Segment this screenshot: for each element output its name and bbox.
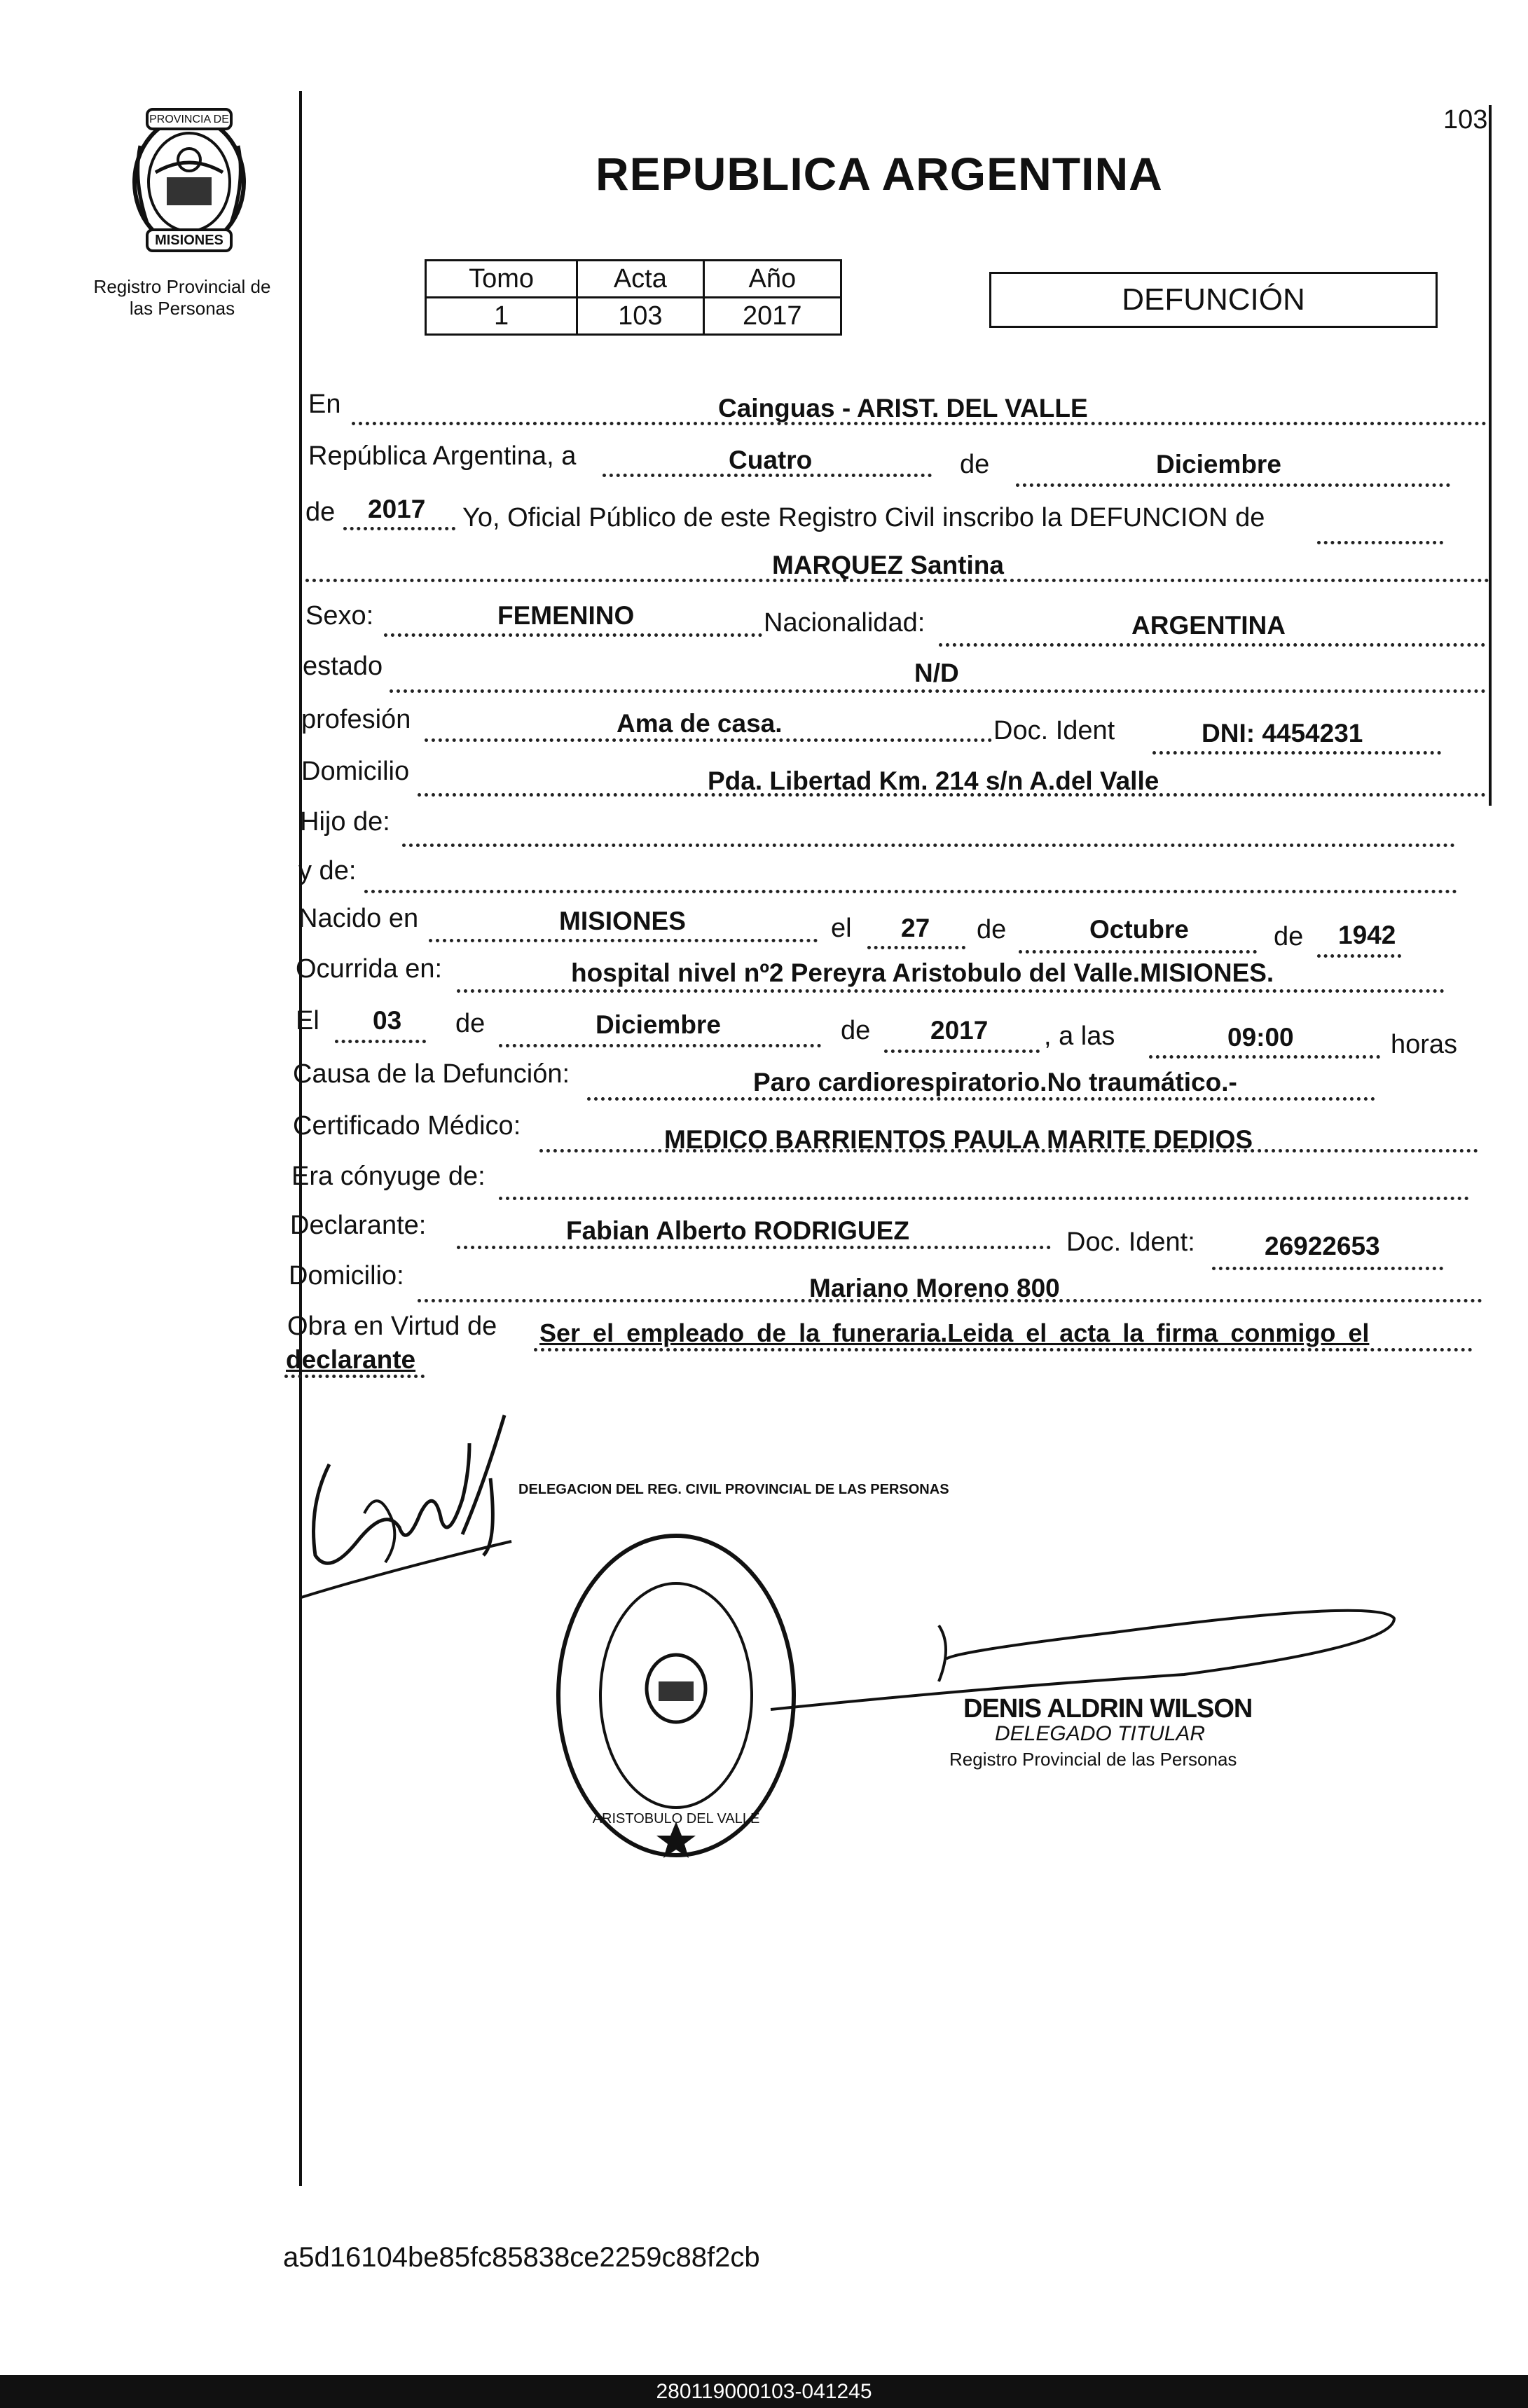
fall-anio-value: 2017 xyxy=(930,1016,989,1045)
decl-domicilio-label: Domicilio: xyxy=(289,1261,404,1291)
right-margin-line xyxy=(1489,105,1492,806)
document-type-box: DEFUNCIÓN xyxy=(989,272,1438,328)
obra-label: Obra en Virtud de xyxy=(287,1312,497,1341)
nacido-value: MISIONES xyxy=(559,907,686,935)
nacionalidad-value: ARGENTINA xyxy=(1131,611,1286,640)
registry-line-2: las Personas xyxy=(129,298,235,319)
official-role: DELEGADO TITULAR xyxy=(995,1722,1206,1745)
sexo-value: FEMENINO xyxy=(497,601,635,630)
fall-dia-value: 03 xyxy=(373,1006,402,1035)
anio-header: Año xyxy=(703,261,841,298)
seal-inner-text: ARISTOBULO DEL VALLE xyxy=(592,1811,760,1826)
acta-value: 103 xyxy=(577,298,704,335)
conyuge-label: Era cónyuge de: xyxy=(291,1162,486,1191)
ocurrida-value: hospital nivel nº2 Pereyra Aristobulo del Valle.MISIONES. xyxy=(571,958,1274,987)
el-label: el xyxy=(831,914,852,943)
table-header-row xyxy=(426,261,841,298)
decl-doc-label: Doc. Ident: xyxy=(1066,1227,1195,1257)
fall-de-label: de xyxy=(455,1009,486,1038)
acta-header: Acta xyxy=(577,261,704,298)
domicilio-value: Pda. Libertad Km. 214 s/n A.del Valle xyxy=(708,766,1159,795)
profesion-value: Ama de casa. xyxy=(617,709,783,738)
declarante-value: Fabian Alberto RODRIGUEZ xyxy=(566,1216,909,1245)
hora-value: 09:00 xyxy=(1227,1023,1294,1052)
page-number: 103 xyxy=(1443,105,1488,135)
fall-mes-value: Diciembre xyxy=(596,1010,721,1039)
doc-ident-value: DNI: 4454231 xyxy=(1202,719,1363,748)
certificado-value: MEDICO BARRIENTOS PAULA MARITE DEDIOS xyxy=(664,1125,1253,1154)
document-hash: a5d16104be85fc85838ce2259c88f2cb xyxy=(283,2242,760,2273)
anio-inscripcion-value: 2017 xyxy=(368,495,426,523)
yde-label: y de: xyxy=(298,856,357,886)
official-org: Registro Provincial de las Personas xyxy=(949,1749,1237,1770)
declarant-signature xyxy=(287,1401,525,1625)
decl-domicilio-value: Mariano Moreno 800 xyxy=(809,1274,1060,1302)
en-label: En xyxy=(308,390,341,419)
causa-label: Causa de la Defunción: xyxy=(293,1059,570,1089)
registry-line-1: Registro Provincial de xyxy=(93,276,271,297)
sexo-label: Sexo: xyxy=(305,601,374,631)
nac-de2-label: de xyxy=(1274,922,1304,951)
profesion-label: profesión xyxy=(301,705,411,734)
footer-code: 280119000103-041245 xyxy=(656,2380,872,2403)
signature-scribble-icon xyxy=(287,1401,525,1625)
obra-value-line1: Ser el empleado de la funeraria.Leida el acta la firma conmigo el xyxy=(539,1319,1370,1347)
horas-label: horas xyxy=(1391,1030,1458,1059)
nac-de-label: de xyxy=(977,915,1007,944)
nac-dia-value: 27 xyxy=(901,914,930,942)
doc-ident-label: Doc. Ident xyxy=(993,716,1115,745)
mes-value: Diciembre xyxy=(1156,450,1281,479)
official-name: DENIS ALDRIN WILSON xyxy=(963,1694,1253,1724)
estado-label: estado xyxy=(303,652,383,681)
nacionalidad-label: Nacionalidad: xyxy=(764,608,925,638)
el2-label: El xyxy=(296,1006,319,1036)
nombre-value: MARQUEZ Santina xyxy=(772,551,1004,579)
decl-doc-value: 26922653 xyxy=(1265,1232,1380,1260)
crest-label-bottom: MISIONES xyxy=(155,233,223,248)
nac-anio-value: 1942 xyxy=(1338,921,1396,949)
dia-value: Cuatro xyxy=(729,446,813,474)
alas-label: , a las xyxy=(1044,1021,1115,1051)
de2-label: de xyxy=(305,497,336,527)
record-table xyxy=(425,259,842,336)
en-value: Cainguas - ARIST. DEL VALLE xyxy=(718,394,1088,422)
inscribo-text: Yo, Oficial Público de este Registro Civil inscribo la DEFUNCION de xyxy=(462,503,1265,532)
page-title: REPUBLICA ARGENTINA xyxy=(596,148,1163,200)
declarante-label: Declarante: xyxy=(290,1211,427,1240)
tomo-value: 1 xyxy=(426,298,577,335)
nac-mes-value: Octubre xyxy=(1089,915,1189,944)
fall-de2-label: de xyxy=(841,1016,871,1045)
causa-value: Paro cardiorespiratorio.No traumático.- xyxy=(753,1068,1237,1096)
republica-label: República Argentina, a xyxy=(308,441,577,471)
obra-value-line2: declarante xyxy=(286,1345,416,1374)
hijo-label: Hijo de: xyxy=(300,807,390,837)
crest-label-top: PROVINCIA DE xyxy=(149,113,229,125)
domicilio-label: Domicilio xyxy=(301,757,410,786)
anio-value: 2017 xyxy=(703,298,841,335)
nacido-label: Nacido en xyxy=(298,904,419,933)
tomo-header: Tomo xyxy=(426,261,577,298)
footer-code-bar xyxy=(0,2375,1528,2408)
certificado-label: Certificado Médico: xyxy=(293,1111,521,1141)
ocurrida-label: Ocurrida en: xyxy=(296,954,443,984)
de-label: de xyxy=(960,450,990,479)
table-row xyxy=(426,298,841,335)
seal-outer-text: DELEGACION DEL REG. CIVIL PROVINCIAL DE LAS PERSONAS xyxy=(518,1482,949,1497)
estado-value: N/D xyxy=(914,659,959,687)
